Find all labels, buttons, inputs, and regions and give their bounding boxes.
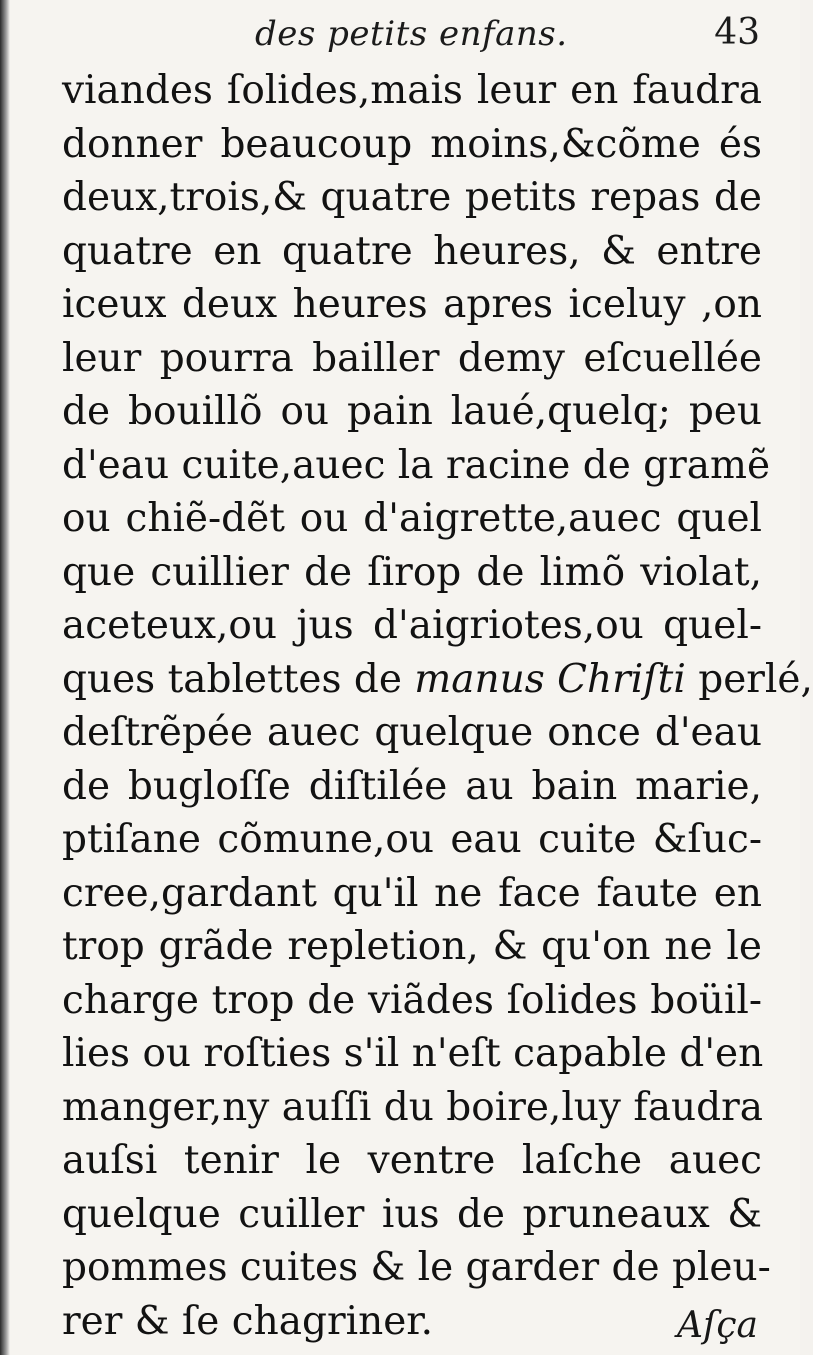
text-line: ou chiẽ-dẽt ou d'aigrette,auec quel	[62, 496, 762, 541]
text-line: ptiſane cõmune,ou eau cuite &ſuc-	[62, 817, 762, 862]
text-line: auſsi tenir le ventre laſche auec	[62, 1138, 762, 1183]
text-line: d'eau cuite,auec la racine de gramẽ	[62, 442, 771, 488]
text-line: cree,gardant qu'il ne face faute en	[62, 870, 762, 916]
text-line: de bugloſſe diſtilée au bain marie,	[62, 763, 762, 809]
text-line: charge trop de viãdes ſolides boüil-	[62, 977, 762, 1023]
text-line: viandes ſolides,mais leur en faudra	[62, 68, 762, 113]
text-line: que cuillier de ſirop de limõ violat,	[62, 549, 762, 595]
text-line-final: rer & ſe chagriner.	[62, 1298, 434, 1344]
catchword: Aſça	[677, 1305, 758, 1346]
page-number: 43	[714, 12, 760, 53]
text-line: de bouillõ ou pain laué,quelq; peu	[62, 389, 762, 434]
text-line: lies ou roſties s'il n'eſt capable d'en	[62, 1031, 764, 1076]
text-line: quelque cuiller ius de pruneaux &	[62, 1191, 762, 1237]
text-line: iceux deux heures apres iceluy ,on	[62, 282, 762, 327]
running-title: des petits enfans.	[255, 14, 568, 54]
text-line: donner beaucoup moins,&cõme és	[62, 121, 762, 167]
text-line: deux,trois,& quatre petits repas de	[62, 175, 762, 220]
text-segment: ques tablettes de	[62, 656, 415, 702]
text-line: deſtrẽpée auec quelque once d'eau	[62, 710, 762, 755]
text-line: quatre en quatre heures, & entre	[62, 228, 762, 274]
text-line-with-italic	[62, 653, 813, 707]
page-edge-shadow	[0, 0, 10, 1355]
text-line: aceteux,ou jus d'aigriotes,ou quel-	[62, 603, 762, 648]
italic-latin-term: manus Chriſti	[414, 656, 686, 702]
text-line: manger,ny auſſi du boire,luy faudra	[62, 1084, 764, 1130]
text-line: trop grãde repletion, & qu'on ne le	[62, 924, 762, 969]
text-line: leur pourra bailler demy eſcuellée	[62, 335, 762, 381]
text-line: pommes cuites & le garder de pleu-	[62, 1245, 771, 1290]
body-text	[62, 64, 813, 1348]
text-segment: perlé,	[685, 656, 813, 702]
